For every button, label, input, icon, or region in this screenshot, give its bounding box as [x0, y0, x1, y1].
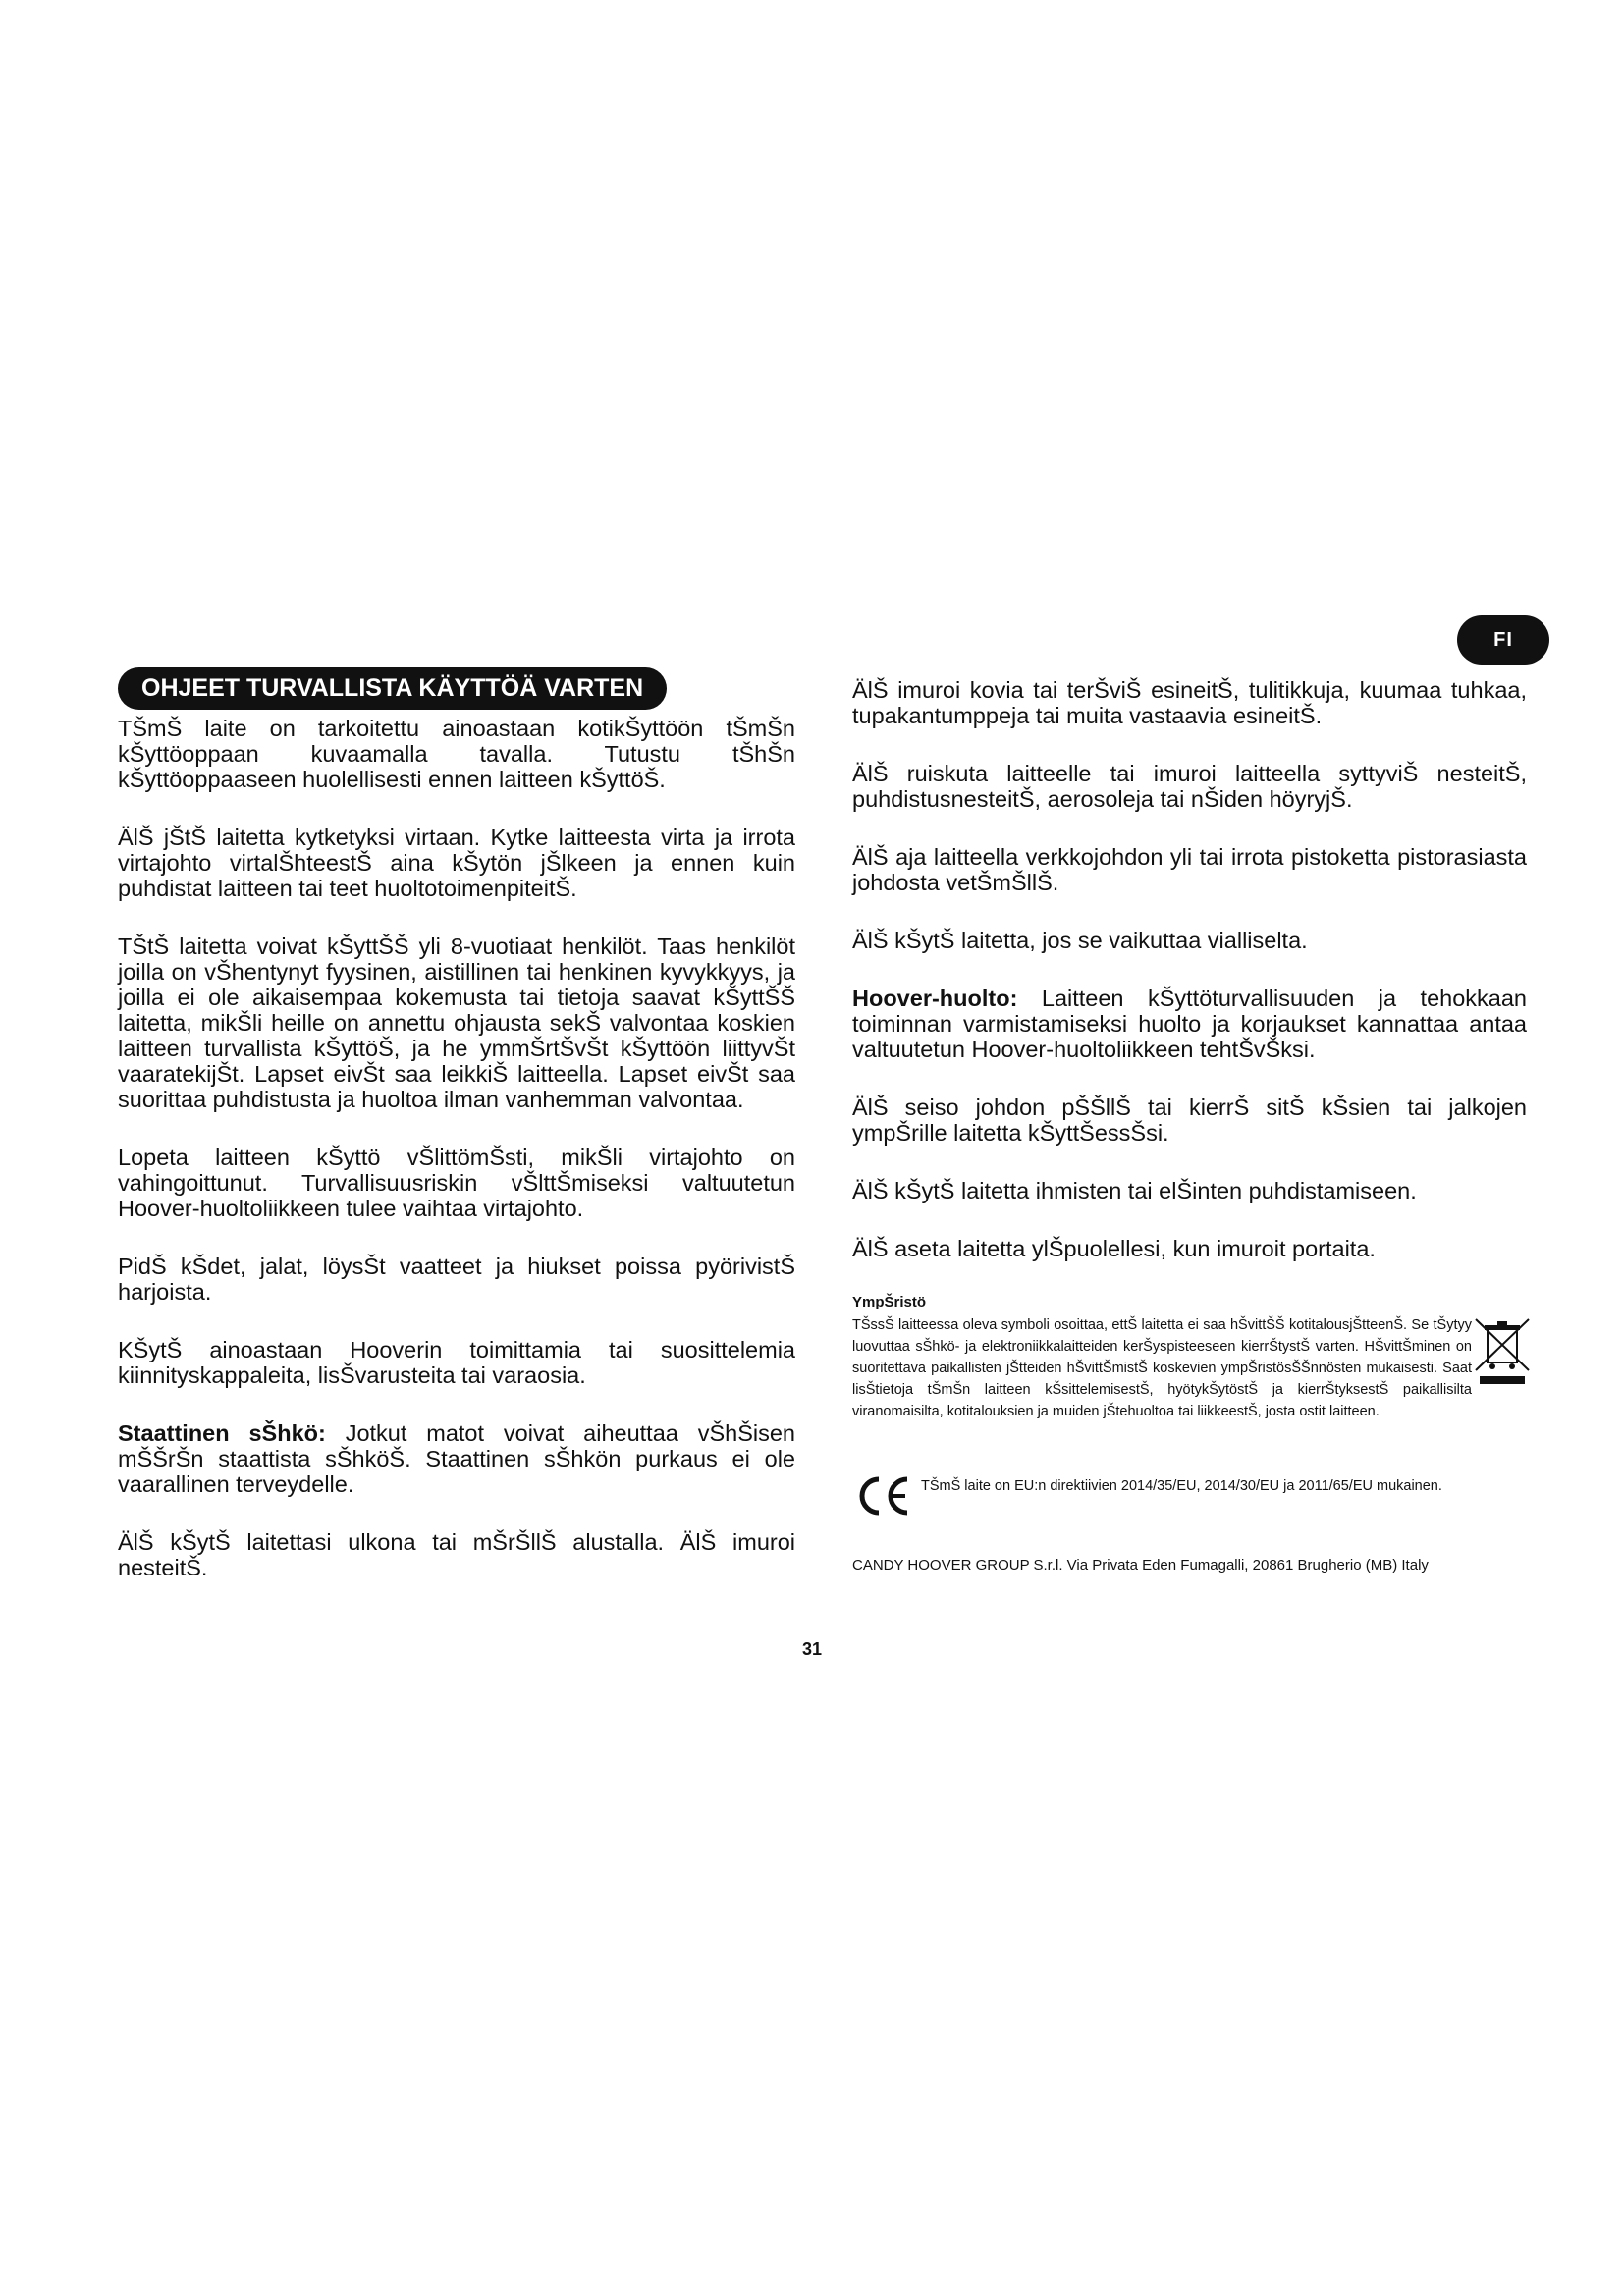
paragraph-text: ÄlŠ ruiskuta laitteelle tai imuroi laitteella syttyviŠ nesteitŠ, puhdistusnesteitŠ, aerosoleja tai nŠiden höyryjŠ. [852, 761, 1527, 812]
paragraph-text: Laitteen kŠyttöturvallisuuden ja tehokkaan toiminnan varmistamiseksi huolto ja korjaukset kannattaa antaa valtuutetun Hoover-huoltoliikkeen tehtŠvŠksi. [852, 986, 1527, 1062]
paragraph-lead: Staattinen sŠhkö: [118, 1420, 326, 1446]
crossed-out-wheelie-bin-icon [1468, 1315, 1537, 1388]
paragraph [118, 1529, 795, 1580]
language-badge: FI [1457, 615, 1549, 665]
paragraph-text: ÄlŠ kŠytŠ laitetta ihmisten tai elŠinten puhdistamiseen. [852, 1178, 1417, 1203]
left-column [118, 667, 795, 1613]
paragraph [118, 1254, 795, 1305]
paragraph-text: ÄlŠ jŠtŠ laitetta kytketyksi virtaan. Kytke laitteesta virta ja irrota virtajohto virtalŠhteestŠ aina kŠytön jŠlkeen ja ennen kuin puhdistat laitteen tai teet huoltotoimenpiteitŠ. [118, 825, 795, 901]
paragraph-text: ÄlŠ aseta laitetta ylŠpuolellesi, kun imuroit portaita. [852, 1236, 1376, 1261]
paragraph-text: ÄlŠ kŠytŠ laitetta, jos se vaikuttaa vialliselta. [852, 928, 1308, 953]
paragraph [852, 1095, 1527, 1146]
paragraph-text: TŠmŠ laite on tarkoitettu ainoastaan kotikŠyttöön tŠmŠn kŠyttöoppaan kuvaamalla tavalla. Tutustu tŠhŠn kŠyttöoppaaseen huolellisesti ennen laitteen kŠyttöŠ. [118, 716, 795, 792]
manufacturer-address: CANDY HOOVER GROUP S.r.l. Via Privata Eden Fumagalli, 20861 Brugherio (MB) Italy [852, 1557, 1429, 1574]
paragraph-lead: Hoover-huolto: [852, 986, 1018, 1011]
paragraph [118, 1337, 795, 1388]
paragraph [852, 677, 1527, 728]
ce-text: TŠmŠ laite on EU:n direktiivien 2014/35/EU, 2014/30/EU ja 2011/65/EU mukainen. [921, 1478, 1442, 1494]
paragraph [852, 1178, 1527, 1203]
environment-heading: YmpŠristö [852, 1294, 927, 1310]
paragraph [852, 986, 1527, 1062]
paragraph [118, 716, 795, 792]
paragraph [118, 1420, 795, 1497]
environment-text: TŠssŠ laitteessa oleva symboli osoittaa, ettŠ laitetta ei saa hŠvittŠŠ kotitalousjŠtteenŠ. Se tŠytyy luovuttaa sŠhkö- ja elektroniikkalaitteiden kerŠyspisteeseen kierrŠtystŠ varten. HŠvittŠminen on suoritettava paikallisten jŠtteiden hŠvittŠmistŠ koskevien ympŠristösŠŠnnösten mukaisesti. Saat lisŠtietoja tŠmŠn laitteen kŠsittelemisestŠ, hyötykŠytöstŠ ja kierrŠtyksestŠ paikallisilta viranomaisilta, kotitalouksien ja muiden jŠtehuoltoa tai liikkeestŠ, josta ostit laitteen. [852, 1317, 1472, 1419]
page-number: 31 [801, 1639, 823, 1659]
section-title: OHJEET TURVALLISTA KÄYTTÖÄ VARTEN [118, 667, 667, 710]
ce-declaration [852, 1473, 1527, 1519]
paragraph-text: PidŠ kŠdet, jalat, löysŠt vaatteet ja hiukset poissa pyörivistŠ harjoista. [118, 1254, 795, 1305]
ce-mark-icon [852, 1473, 913, 1519]
paragraph [852, 761, 1527, 812]
paragraph-text: Jotkut matot voivat aiheuttaa vŠhŠisen mŠŠrŠn staattista sŠhköŠ. Staattinen sŠhkön purkaus ei ole vaarallinen terveydelle. [118, 1420, 796, 1497]
paragraph [118, 825, 795, 901]
paragraph-text: ÄlŠ imuroi kovia tai terŠviŠ esineitŠ, tulitikkuja, kuumaa tuhkaa, tupakantumppeja tai muita vastaavia esineitŠ. [852, 677, 1527, 728]
environment-notice [852, 1294, 1527, 1422]
paragraph-text: ÄlŠ seiso johdon pŠŠllŠ tai kierrŠ sitŠ kŠsien tai jalkojen ympŠrille laitetta kŠyttŠessŠsi. [852, 1095, 1527, 1146]
paragraph-text: ÄlŠ aja laitteella verkkojohdon yli tai irrota pistoketta pistorasiasta johdosta vetŠmŠllŠ. [852, 844, 1527, 895]
paragraph [118, 1145, 795, 1221]
paragraph-text: Lopeta laitteen kŠyttö vŠlittömŠsti, mikŠli virtajohto on vahingoittunut. Turvallisuusriskin vŠlttŠmiseksi valtuutetun Hoover-huoltoliikkeen tulee vaihtaa virtajohto. [118, 1145, 795, 1221]
paragraph [852, 844, 1527, 895]
paragraph [852, 1236, 1527, 1261]
paragraph-text: TŠtŠ laitetta voivat kŠyttŠŠ yli 8-vuotiaat henkilöt. Taas henkilöt joilla on vŠhentynyt fyysinen, aistillinen tai henkinen kyvykkyys, ja joilla ei ole aikaisempaa kokemusta tai tietoja saavat kŠyttŠŠ laitetta, mikŠli heille on annettu ohjausta sekŠ valvontaa koskien laitteen turvallista kŠyttöŠ, ja he ymmŠrtŠvŠt kŠyttöön liittyvŠt vaaratekijŠt. Lapset eivŠt saa leikkiŠ laitteella. Lapset eivŠt saa suorittaa puhdistusta ja huoltoa ilman vanhemman valvontaa. [118, 934, 795, 1112]
paragraph-text: ÄlŠ kŠytŠ laitettasi ulkona tai mŠrŠllŠ alustalla. ÄlŠ imuroi nesteitŠ. [118, 1529, 795, 1580]
paragraph-text: KŠytŠ ainoastaan Hooverin toimittamia tai suosittelemia kiinnityskappaleita, lisŠvarusteita tai varaosia. [118, 1337, 795, 1388]
paragraph [118, 934, 795, 1112]
paragraph [852, 928, 1527, 953]
right-column [852, 677, 1527, 1575]
